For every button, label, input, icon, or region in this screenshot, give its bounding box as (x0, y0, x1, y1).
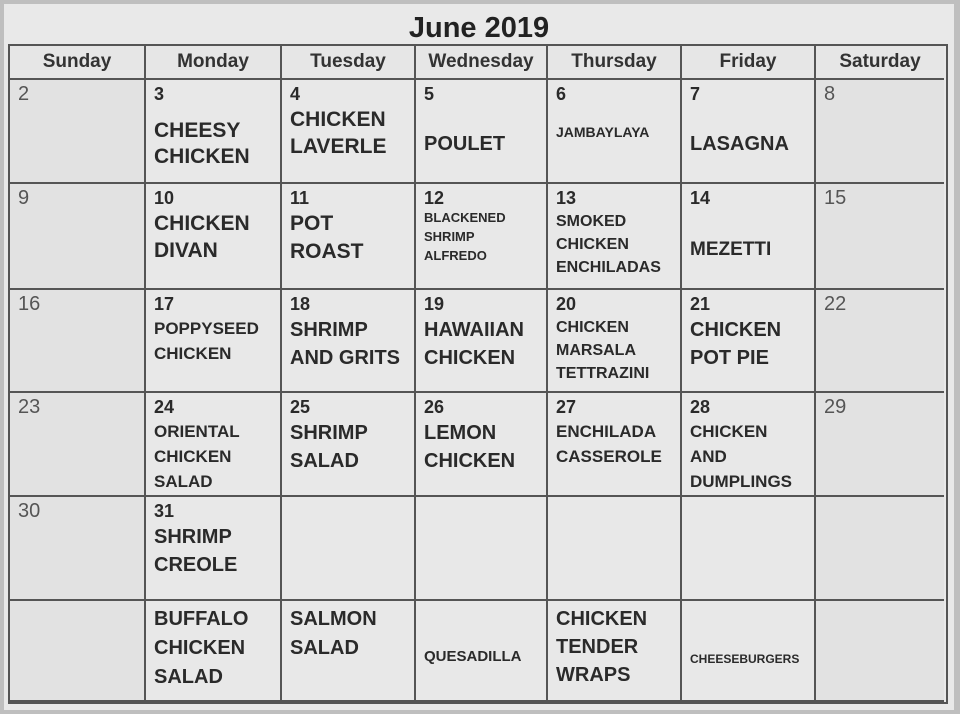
day-number: 20 (556, 294, 577, 314)
day-cell (146, 497, 282, 601)
menu-cell (282, 601, 416, 702)
day-number: 3 (154, 84, 165, 104)
weekday-header: Friday (682, 46, 816, 80)
meal-name: CHICKEN LAVERLE (290, 108, 387, 158)
day-number: 22 (824, 293, 847, 315)
meal-name: CHICKEN TENDER WRAPS (556, 608, 648, 686)
day-number: 8 (824, 83, 836, 105)
day-cell (548, 290, 682, 393)
day-cell (548, 393, 682, 497)
day-cell (548, 80, 682, 184)
day-cell (146, 393, 282, 497)
day-cell (10, 290, 146, 393)
meal-name: LASAGNA (690, 133, 789, 155)
meal-name: BUFFALO CHICKEN SALAD (154, 608, 249, 688)
calendar-grid (8, 44, 948, 704)
weekday-header: Sunday (10, 46, 146, 80)
meal-name: SALMON SALAD (290, 608, 377, 659)
day-number: 27 (556, 397, 577, 417)
day-cell (416, 80, 548, 184)
menu-cell (548, 601, 682, 702)
day-cell (10, 497, 146, 601)
meal-name: CHEESY CHICKEN (154, 119, 250, 168)
meal-name: ORIENTAL CHICKEN SALAD (154, 422, 240, 491)
day-cell (282, 80, 416, 184)
meal-name: SMOKED CHICKEN ENCHILADAS (556, 213, 661, 276)
calendar-title: June 2019 (408, 12, 550, 44)
day-cell (416, 393, 548, 497)
day-number: 28 (690, 397, 711, 417)
day-number: 29 (824, 396, 847, 418)
meal-name: HAWAIIAN CHICKEN (424, 319, 524, 369)
day-cell (282, 184, 416, 290)
day-number: 5 (424, 84, 435, 104)
day-cell (146, 80, 282, 184)
meal-name: BLACKENED SHRIMP ALFREDO (424, 210, 506, 263)
day-cell (282, 497, 416, 601)
day-cell (816, 290, 944, 393)
meal-name: SHRIMP SALAD (290, 422, 368, 472)
day-number: 31 (154, 501, 175, 521)
day-cell (682, 184, 816, 290)
day-number: 7 (690, 84, 701, 104)
day-number: 26 (424, 397, 445, 417)
weekday-header: Wednesday (416, 46, 548, 80)
day-cell (682, 290, 816, 393)
meal-name: SHRIMP CREOLE (154, 526, 238, 576)
day-cell (146, 290, 282, 393)
day-cell (816, 80, 944, 184)
menu-cell (682, 601, 816, 702)
day-cell (816, 393, 944, 497)
day-cell (682, 393, 816, 497)
day-cell (816, 601, 944, 702)
meal-name: POPPYSEED CHICKEN (154, 319, 259, 363)
day-cell (682, 497, 816, 601)
day-number: 13 (556, 188, 577, 208)
meal-name: ENCHILADA CASSEROLE (556, 422, 662, 466)
day-cell (282, 393, 416, 497)
meal-name: QUESADILLA (424, 648, 522, 665)
day-cell (416, 497, 548, 601)
day-number: 30 (18, 500, 41, 522)
day-cell (10, 184, 146, 290)
day-number: 2 (18, 83, 30, 105)
day-number: 14 (690, 188, 711, 208)
day-number: 23 (18, 396, 41, 418)
day-number: 11 (290, 188, 310, 208)
day-cell (416, 184, 548, 290)
meal-name: MEZETTI (690, 239, 772, 260)
meal-name: CHICKEN DIVAN (154, 212, 250, 262)
day-number: 12 (424, 188, 445, 208)
day-number: 9 (18, 187, 30, 209)
meal-name: JAMBAYLAYA (556, 124, 650, 140)
day-number: 18 (290, 294, 311, 314)
day-number: 6 (556, 84, 567, 104)
menu-cell (146, 601, 282, 702)
weekday-header: Monday (146, 46, 282, 80)
day-number: 24 (154, 397, 175, 417)
meal-name: SHRIMP AND GRITS (290, 319, 400, 369)
weekday-header: Tuesday (282, 46, 416, 80)
day-cell (282, 290, 416, 393)
day-cell (816, 497, 944, 601)
day-cell (682, 80, 816, 184)
menu-cell (416, 601, 548, 702)
day-cell (10, 601, 146, 702)
meal-name: POULET (424, 133, 506, 155)
meal-name: CHICKEN POT PIE (690, 319, 782, 369)
day-cell (10, 393, 146, 497)
day-number: 19 (424, 294, 445, 314)
day-cell (416, 290, 548, 393)
day-number: 15 (824, 187, 847, 209)
day-number: 21 (690, 294, 711, 314)
day-cell (548, 497, 682, 601)
day-cell (548, 184, 682, 290)
day-cell (10, 80, 146, 184)
day-cell (816, 184, 944, 290)
meal-name: CHICKEN MARSALA TETTRAZINI (556, 319, 650, 382)
weekday-header: Thursday (548, 46, 682, 80)
meal-name: LEMON CHICKEN (424, 422, 516, 472)
day-cell (146, 184, 282, 290)
day-number: 16 (18, 293, 41, 315)
day-number: 17 (154, 294, 175, 314)
meal-name: CHICKEN AND DUMPLINGS (690, 422, 792, 491)
meal-name: POT ROAST (290, 212, 364, 263)
day-number: 10 (154, 188, 175, 208)
day-number: 4 (290, 84, 301, 104)
meal-name: CHEESEBURGERS (690, 652, 800, 666)
day-number: 25 (290, 397, 311, 417)
weekday-header: Saturday (816, 46, 944, 80)
